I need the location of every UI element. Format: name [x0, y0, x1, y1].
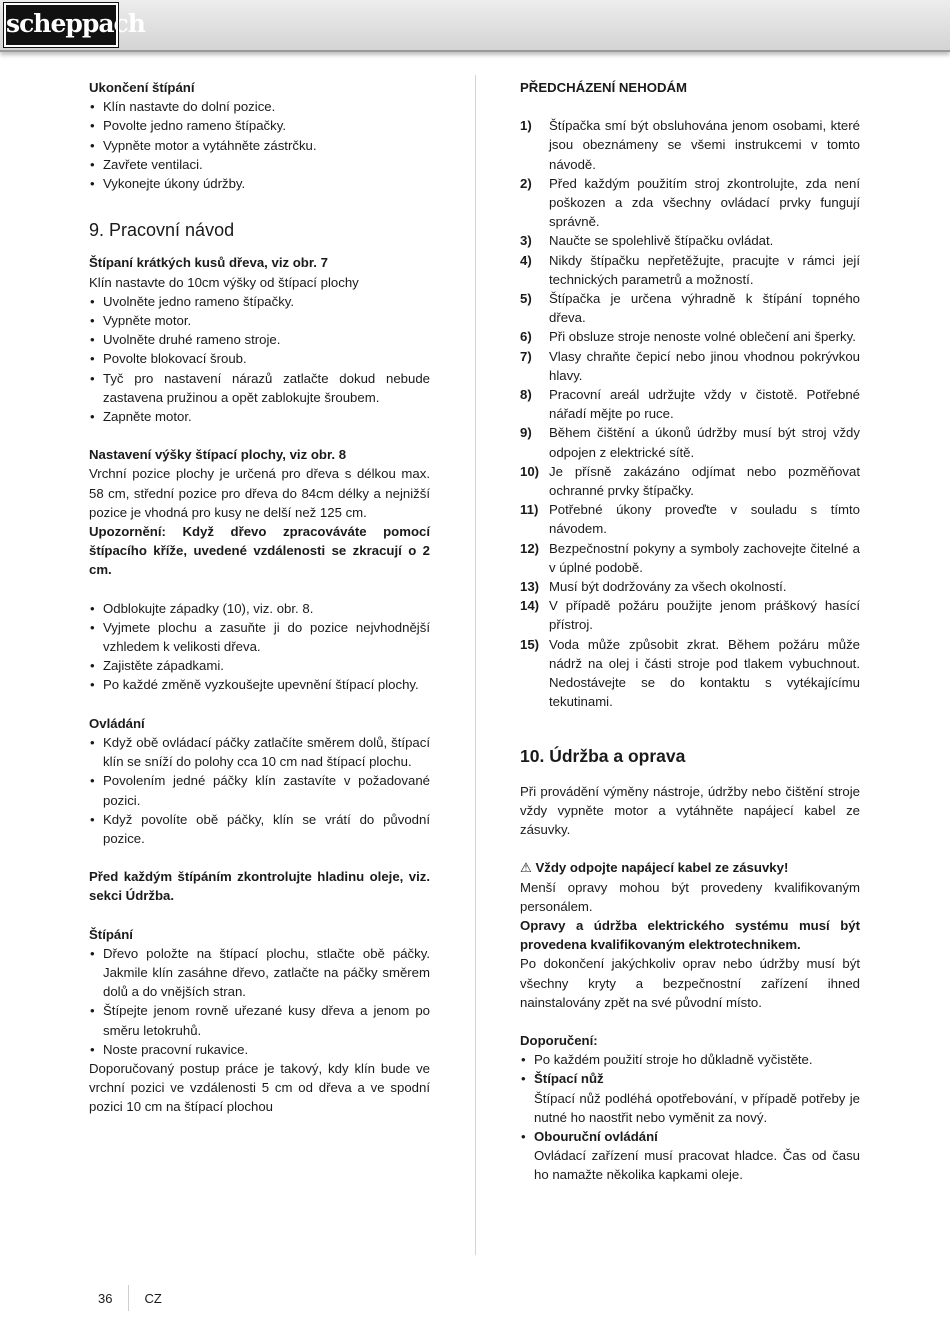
warning-icon: ⚠: [520, 860, 532, 876]
page-header: [0, 0, 950, 52]
item-number: 11): [520, 502, 539, 518]
list-item: [520, 423, 860, 461]
page-footer: [98, 1285, 162, 1311]
list-item: • Povolením jedné páčky klín zastavíte v požadované pozici.: [89, 771, 430, 809]
list-item-title: • Štípací nůž: [534, 1071, 604, 1087]
chapter-heading-9: 9. Pracovní návod: [89, 220, 235, 241]
item-number: 2): [520, 175, 532, 191]
item-number: 1): [520, 118, 532, 134]
brand-logo: scheppach: [4, 3, 118, 47]
item-number: 6): [520, 329, 532, 345]
paragraph: Menší opravy mohou být provedeny kvalifikovaným personálem.: [520, 879, 860, 914]
list-item: • Zapněte motor.: [89, 407, 430, 426]
list-item: • Zavřete ventilaci.: [89, 155, 430, 174]
item-text: Během čištění a úkonů údržby musí být stroj vždy odpojen z elektrické sítě.: [549, 425, 860, 460]
section-title-short-wood: Štípaní krátkých kusů dřeva, viz obr. 7: [89, 255, 328, 271]
list-item: • Zajistěte západkami.: [89, 656, 430, 675]
footer-separator: [128, 1285, 129, 1311]
section-title-splitting: Štípání: [89, 926, 133, 942]
item-text: Pracovní areál udržujte vždy v čistotě. Potřebné nářadí mějte po ruce.: [549, 387, 860, 422]
list-item: [520, 289, 860, 327]
short-wood-list: [89, 292, 430, 426]
list-item: [520, 577, 860, 596]
list-item: • Štípejte jenom rovně uřezané kusy dřeva a jenom po směru letokruhů.: [89, 1001, 430, 1039]
list-item: [520, 231, 860, 250]
item-text: Štípačka je určena výhradně k štípání topného dřeva.: [549, 291, 860, 326]
section-title-controls: Ovládání: [89, 715, 145, 731]
list-item: [520, 596, 860, 634]
list-item: [520, 327, 860, 346]
page-number: 36: [98, 1290, 113, 1306]
item-text: Potřebné úkony proveďte v souladu s tímto návodem.: [549, 502, 860, 537]
paragraph: Po dokončení jakýchkoliv oprav nebo údržby musí být všechny kryty a bezpečnostní zařízení ihned nainstalovány zpět na své původní místo.: [520, 956, 860, 1010]
list-item: [520, 1069, 860, 1127]
item-number: 4): [520, 252, 532, 268]
item-number: 10): [520, 463, 540, 479]
list-item: • Po každém použití stroje ho důkladně vyčistěte.: [520, 1050, 860, 1069]
item-text: Před každým použitím stroj zkontrolujte, zda není poškozen a zda všechny ovládací prvky fungují správně.: [549, 175, 860, 230]
warning-text: Vždy odpojte napájecí kabel ze zásuvky!: [531, 860, 789, 876]
item-number: 7): [520, 348, 532, 364]
list-item: [520, 539, 860, 577]
paragraph: Doporučovaný postup práce je takový, kdy klín bude ve vrchní pozici ve vzdálenosti 5 cm od dřeva a ve spodní pozici 10 cm na štípací plochou: [89, 1060, 430, 1115]
list-item: [520, 385, 860, 423]
list-item: • Vykonejte úkony údržby.: [89, 174, 430, 193]
paragraph: Vrchní pozice plochy je určená pro dřeva s délkou max. 58 cm, střední pozice pro dřeva do 84cm délky a nejnižší pozice je vhodná pro kusy ne delší než 125 cm.: [89, 466, 430, 520]
item-text: V případě požáru použijte jenom práškový hasící přístroj.: [549, 598, 860, 633]
item-text: Nikdy štípačku nepřetěžujte, pracujte v rámci její technických parametrů a možností.: [549, 252, 860, 287]
list-item: • Po každé změně vyzkoušejte upevnění štípací plochy.: [89, 675, 430, 694]
section-title-table-height: Nastavení výšky štípací plochy, viz obr. 8: [89, 447, 347, 463]
section-title-accident-prevention: PŘEDCHÁZENÍ NEHODÁM: [520, 80, 688, 95]
list-item: [520, 174, 860, 232]
chapter-heading-10: 10. Údržba a oprava: [520, 745, 686, 766]
item-text: Je přísně zakázáno odjímat nebo pozměňovat ochranné prvky štípačky.: [549, 463, 860, 499]
item-number: 15): [520, 636, 540, 652]
list-item: • Když obě ovládací páčky zatlačíte směrem dolů, štípací klín se sníží do polohy cca 10 cm nad štípací plochu.: [89, 733, 430, 771]
list-item: • Vypněte motor a vytáhněte zástrčku.: [89, 136, 430, 155]
list-item: [520, 462, 860, 500]
recommendations-list: [520, 1050, 860, 1184]
list-item-text: Ovládací zařízení musí pracovat hladce. Čas od času ho namažte několika kapkami oleje.: [534, 1148, 860, 1183]
item-number: 13): [520, 579, 540, 595]
list-item: • Vyjmete plochu a zasuňte ji do pozice nejvhodnější vzhledem k velikosti dřeva.: [89, 618, 430, 656]
section-title-end-splitting: Ukončení štípání: [89, 80, 195, 95]
list-item: • Klín nastavte do dolní pozice.: [89, 97, 430, 116]
item-number: 12): [520, 540, 540, 556]
item-text: Naučte se spolehlivě štípačku ovládat.: [549, 233, 774, 249]
table-height-list: [89, 599, 430, 695]
controls-list: [89, 733, 430, 848]
list-item: [520, 251, 860, 289]
list-item: [520, 500, 860, 538]
list-item: • Uvolněte druhé rameno stroje.: [89, 330, 430, 349]
list-item: [520, 347, 860, 385]
accident-prevention-list: [520, 116, 860, 711]
list-item-text: Štípací nůž podléhá opotřebování, v případě potřeby je nutné ho naostřit nebo vyměnit za nový.: [534, 1090, 860, 1125]
item-text: Štípačka smí být obsluhována jenom osobami, které jsou obeznámeny se všemi instrukcemi v tomto návodě.: [549, 118, 860, 172]
warning-line: [520, 858, 860, 877]
language-code: CZ: [144, 1290, 162, 1306]
splitting-list: [89, 944, 430, 1059]
column-divider: [475, 75, 476, 1255]
paragraph: Při provádění výměny nástroje, údržby nebo čištění stroje vždy vypněte motor a vytáhněte napájecí kabel ze zásuvky.: [520, 783, 860, 838]
list-item: • Vypněte motor.: [89, 311, 430, 330]
item-number: 9): [520, 425, 532, 441]
list-item: • Odblokujte západky (10), viz. obr. 8.: [89, 599, 430, 618]
list-item: [520, 116, 860, 174]
list-item: • Když povolíte obě páčky, klín se vrátí do původní pozice.: [89, 810, 430, 848]
list-item: • Povolte jedno rameno štípačky.: [89, 116, 430, 135]
list-item: [520, 1127, 860, 1185]
item-number: 14): [520, 598, 540, 614]
list-item: [520, 635, 860, 712]
list-item: • Noste pracovní rukavice.: [89, 1040, 430, 1059]
list-item: • Dřevo položte na štípací plochu, stlačte obě páčky. Jakmile klín zasáhne dřevo, zatlačte na páčky směrem dolů a do vnějších stran.: [89, 944, 430, 1002]
note-paragraph: Upozornění: Když dřevo zpracováváte pomocí štípacího kříže, uvedené vzdálenosti se zkracují o 2 cm.: [89, 524, 430, 578]
end-splitting-list: [89, 97, 430, 193]
list-item: • Povolte blokovací šroub.: [89, 349, 430, 368]
list-item: • Uvolněte jedno rameno štípačky.: [89, 292, 430, 311]
item-text: Vlasy chraňte čepicí nebo jinou vhodnou pokrývkou hlavy.: [549, 348, 860, 383]
item-number: 3): [520, 233, 532, 249]
right-column: [520, 78, 860, 1185]
electrical-repair-notice: Opravy a údržba elektrického systému musí být provedena kvalifikovaným elektrotechnikem.: [520, 917, 860, 953]
item-text: Voda může způsobit zkrat. Během požáru může nádrž na olej i části stroje pod tlakem vybuchnout. Nedostávejte se do kontaktu s vytékajícímu tekutinami.: [549, 636, 860, 710]
item-text: Musí být dodržovány za všech okolností.: [549, 579, 787, 595]
list-item-title: • Obouruční ovládání: [534, 1128, 658, 1144]
item-text: Bezpečnostní pokyny a symboly zachovejte čitelné a v úplné podobě.: [549, 540, 860, 575]
item-text: Při obsluze stroje nenoste volné oblečení ani šperky.: [549, 329, 856, 345]
section-title-recommendations: Doporučení:: [520, 1032, 598, 1048]
oil-check-notice: Před každým štípáním zkontrolujte hladinu oleje, viz. sekci Údržba.: [89, 869, 430, 904]
item-number: 8): [520, 387, 532, 403]
list-item: • Tyč pro nastavení nárazů zatlačte dokud nebude zastavena pružinou a opět zablokujte šroubem.: [89, 369, 430, 407]
paragraph: Klín nastavte do 10cm výšky od štípací plochy: [89, 274, 359, 290]
item-number: 5): [520, 291, 532, 307]
left-column: [89, 78, 430, 1117]
